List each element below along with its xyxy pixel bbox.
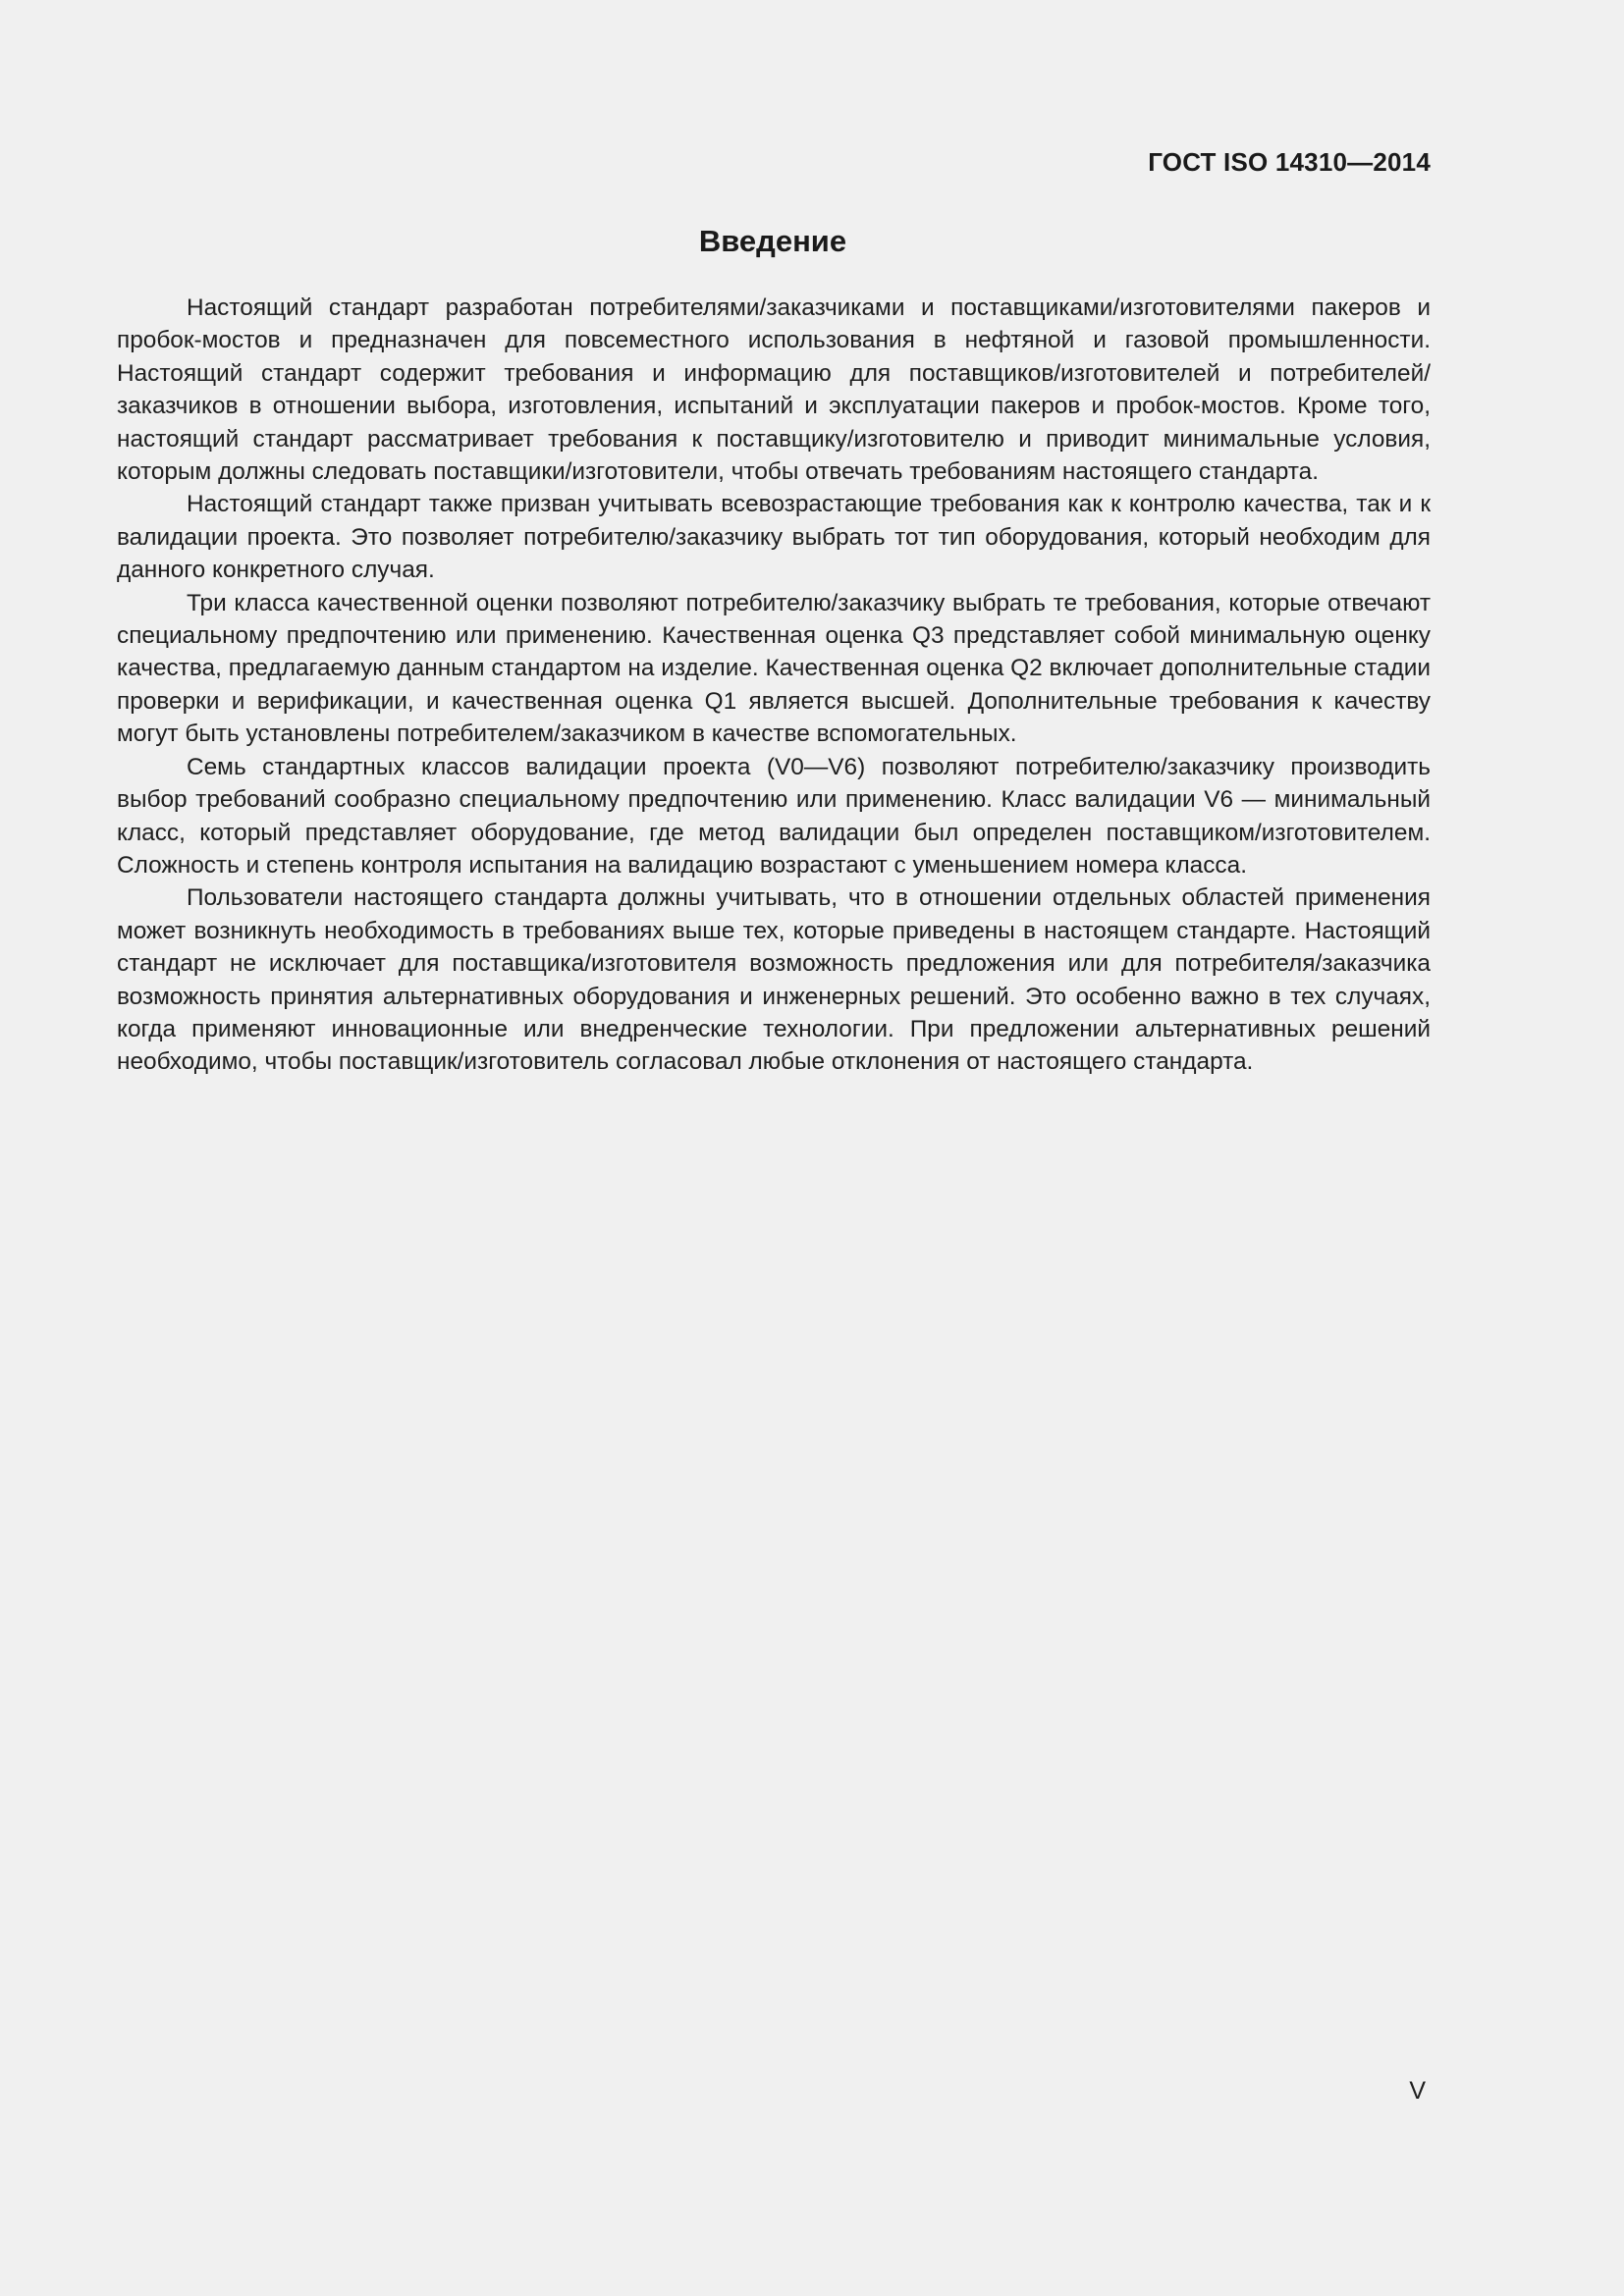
section-title: Введение (698, 224, 847, 258)
section-body (117, 292, 1431, 1079)
paragraph-1: Настоящий стандарт разработан потребителями/заказчиками и поставщиками/изготовителями пакеров и пробок-мостов и предназначен для повсеместного использования в нефтяной и газовой промышленности. Настоящий стандарт содержит требования и информацию для поставщиков/изготовителей и потребителей/заказчиков в отношении выбора, изготовления, испытаний и эксплуатации пакеров и пробок-мостов. Кроме того, настоящий стандарт рассматривает требования к поставщику/изготовителю и приводит минимальные условия, которым должны следовать поставщики/изготовители, чтобы отвечать требованиям настоящего стандарта. (117, 294, 1431, 486)
paragraph-3: Три класса качественной оценки позволяют потребителю/заказчику выбрать те требования, которые отвечают специальному предпочтению или применению. Качественная оценка Q3 представляет собой минимальную оценку качества, предлагаемую данным стандартом на изделие. Качественная оценка Q2 включает дополнительные стадии проверки и верификации, и качественная оценка Q1 является высшей. Дополнительные требования к качеству могут быть установлены потребителем/заказчиком в качестве вспомогательных. (117, 589, 1431, 748)
paragraph-2: Настоящий стандарт также призван учитывать всевозрастающие требования как к контролю качества, так и к валидации проекта. Это позволяет потребителю/заказчику выбрать тот тип оборудования, который необходим для данного конкретного случая. (117, 491, 1431, 584)
paragraph-4: Семь стандартных классов валидации проекта (V0—V6) позволяют потребителю/заказчику производить выбор требований сообразно специальному предпочтению или применению. Класс валидации V6 — минимальный класс, который представляет оборудование, где метод валидации был определен поставщиком/изготовителем. Сложность и степень контроля испытания на валидацию возрастают с уменьшением номера класса. (117, 753, 1431, 879)
document-code: ГОСТ ISO 14310—2014 (1148, 147, 1431, 177)
page-number: V (1409, 2077, 1426, 2105)
paragraph-5: Пользователи настоящего стандарта должны учитывать, что в отношении отдельных областей применения может возникнуть необходимость в требованиях выше тех, которые приведены в настоящем стандарте. Настоящий стандарт не исключает для поставщика/изготовителя возможность предложения или для потребителя/заказчика возможность принятия альтернативных оборудования и инженерных решений. Это особенно важно в тех случаях, когда применяют инновационные или внедренческие технологии. При предложении альтернативных решений необходимо, чтобы поставщик/изготовитель согласовал любые отклонения от настоящего стандарта. (117, 884, 1431, 1076)
